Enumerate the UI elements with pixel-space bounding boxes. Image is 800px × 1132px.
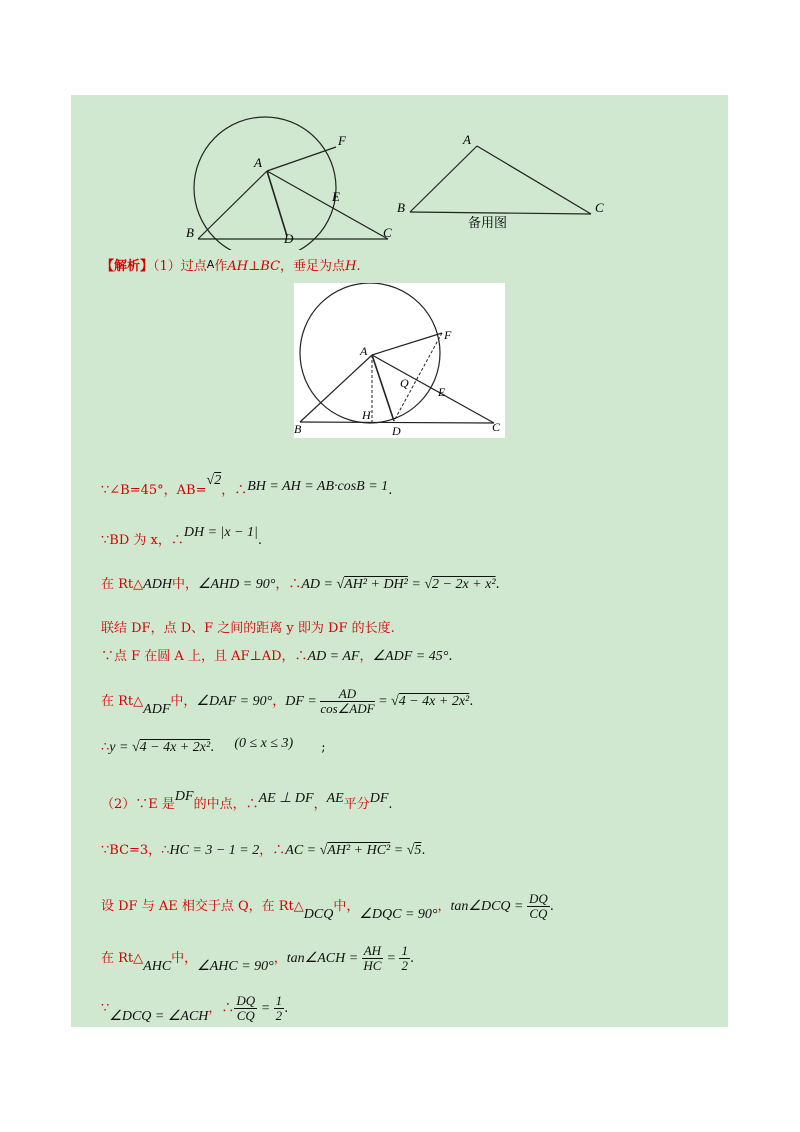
fig2-label-d: D bbox=[392, 424, 401, 438]
circle-a bbox=[194, 117, 336, 250]
solution-line-4: 联结 DF，点 D、F 之间的距离 y 即为 DF 的长度. bbox=[101, 621, 395, 636]
solution-line-6: 在 Rt△ADF中，∠DAF = 90°，DF = $\frac{AD}{\text{cos∠ADF}}$ = √4 − 4x + 2x². bbox=[101, 686, 474, 717]
fig2-label-h: H bbox=[362, 408, 371, 422]
solution-line-5: ∵点 F 在圆 A 上，且 AF⊥AD，∴AD = AF，∠ADF = 45°. bbox=[101, 649, 453, 664]
fig2-label-c: C bbox=[492, 420, 501, 434]
solution-line-8: （2）∵E 是DF的中点，∴AE ⊥ DF，AE平分DF. bbox=[101, 789, 393, 812]
fig2-label-b: B bbox=[294, 422, 302, 436]
label-b: B bbox=[186, 225, 194, 240]
solution-line-2: ∵BD 为 x，∴DH = |x − 1|. bbox=[101, 525, 263, 548]
solution-line-3: 在 Rt△ADH中，∠AHD = 90°，∴AD = √AH² + DH² = √2 − 2x + x². bbox=[101, 577, 500, 592]
label-e: E bbox=[332, 189, 340, 204]
figure-spare-triangle bbox=[395, 128, 615, 233]
solution-part1-heading: 【解析】（1）过点A作AH⊥BC，垂足为点H. bbox=[101, 258, 361, 274]
label-c: C bbox=[383, 225, 392, 240]
solution-line-9: ∵BC=3，∴HC = 3 − 1 = 2，∴AC = √AH² + HC² = √5. bbox=[101, 843, 426, 858]
spare-label-b: B bbox=[397, 200, 405, 215]
label-a: A bbox=[254, 155, 262, 170]
fig2-label-e: E bbox=[438, 385, 446, 399]
fig2-label-f: F bbox=[444, 328, 452, 342]
figure-circle-triangle bbox=[180, 95, 410, 250]
solution-line-12: ∵∠DCQ = ∠ACH，∴ $\frac{DQ}{CQ}$ = $\frac{1}{2}$ . bbox=[101, 993, 289, 1024]
solution-line-1: ∵∠B=45°，AB=√2，∴BH = AH = AB·cosB = 1. bbox=[101, 473, 393, 498]
label-f: F bbox=[338, 133, 346, 148]
fig2-label-a: A bbox=[360, 344, 368, 358]
label-d: D bbox=[284, 231, 294, 246]
solution-line-7: ∴y = √4 − 4x + 2x². (0 ≤ x ≤ 3) ; bbox=[101, 736, 326, 755]
spare-caption: 备用图 bbox=[468, 216, 508, 231]
figure-construction bbox=[294, 283, 505, 438]
solution-line-11: 在 Rt△AHC中，∠AHC = 90°，tan∠ACH = $\frac{AH}{HC}$ = $\frac{1}{2}$ . bbox=[101, 943, 415, 974]
spare-label-c: C bbox=[595, 200, 604, 215]
fig2-label-q: Q bbox=[400, 376, 409, 390]
spare-label-a: A bbox=[463, 132, 471, 147]
solution-line-10: 设 DF 与 AE 相交于点 Q，在 Rt△DCQ中，∠DQC = 90°，tan∠DCQ = $\frac{DQ}{CQ}$ . bbox=[101, 891, 554, 922]
